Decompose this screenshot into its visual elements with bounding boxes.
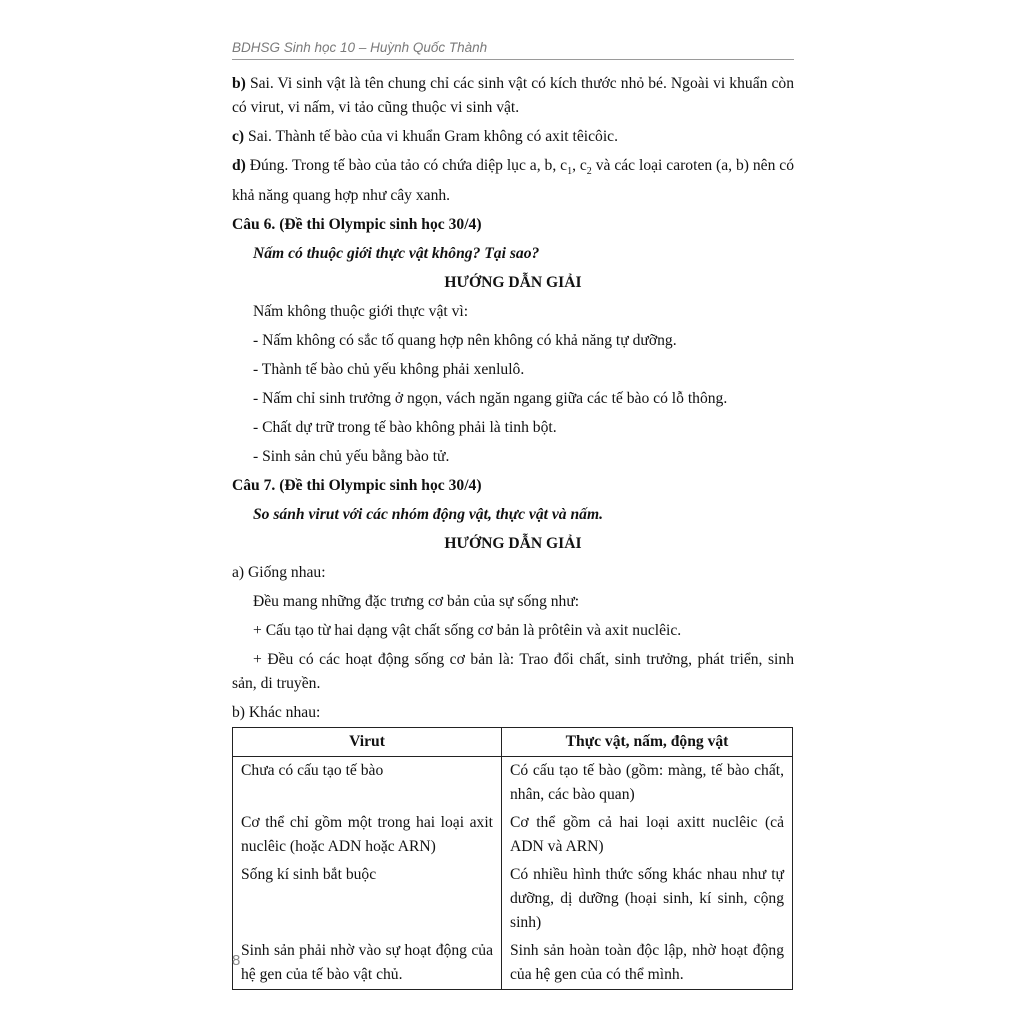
subscript-1: 1 (567, 166, 573, 178)
table-header-row (233, 728, 793, 757)
similar-point-2: + Đều có các hoạt động sống cơ bản là: Trao đổi chất, sinh trưởng, phát triển, sinh sản, di truyền. (232, 651, 794, 693)
document-page (232, 40, 794, 990)
table-cell-virus: Sinh sản phải nhờ vào sự hoạt động của hệ gen của tế bào vật chủ. (233, 937, 502, 990)
answer-b-label: b) (232, 75, 246, 92)
question-7-text: So sánh virut với các nhóm động vật, thực vật và nấm. (253, 506, 603, 524)
page-number: 8 (232, 952, 241, 969)
question-6-guide-title: HƯỚNG DẪN GIẢI (444, 274, 582, 292)
question-7-guide-title: HƯỚNG DẪN GIẢI (444, 535, 582, 553)
similar-intro: Đều mang những đặc trưng cơ bản của sự sống như: (253, 593, 580, 611)
subscript-2: 2 (586, 166, 592, 178)
table-row (233, 937, 793, 990)
table-row (233, 809, 793, 861)
question-6-point: - Sinh sản chủ yếu bằng bào tử. (253, 448, 450, 466)
question-6-heading: Câu 6. (Đề thi Olympic sinh học 30/4) (232, 216, 482, 234)
table-row (233, 757, 793, 810)
answer-d-text-1: Đúng. Trong tế bào của tảo có chứa diệp lục a, b, c (245, 157, 568, 174)
answer-d (232, 154, 794, 208)
different-label: b) Khác nhau: (232, 704, 321, 722)
question-6-point: - Nấm không có sắc tố quang hợp nên không có khả năng tự dưỡng. (253, 332, 677, 350)
table-cell-virus: Sống kí sinh bắt buộc (233, 861, 502, 937)
answer-c (232, 125, 794, 149)
question-6-text: Nấm có thuộc giới thực vật không? Tại sao? (253, 245, 540, 263)
table-row (233, 861, 793, 937)
answer-c-text: Sai. Thành tế bào của vi khuẩn Gram không có axit têicôic. (244, 128, 618, 145)
table-header-others: Thực vật, nấm, động vật (502, 728, 793, 757)
answer-b-text: Sai. Vi sinh vật là tên chung chỉ các sinh vật có kích thước nhỏ bé. Ngoài vi khuẩn còn có virut, vi nấm, vi tảo cũng thuộc vi sinh vật. (232, 75, 794, 116)
table-header-virus: Virut (233, 728, 502, 757)
answer-c-label: c) (232, 128, 245, 145)
question-6-point: - Thành tế bào chủ yếu không phải xenlulô. (253, 361, 525, 379)
table-cell-virus: Cơ thể chỉ gồm một trong hai loại axit nuclêic (hoặc ADN hoặc ARN) (233, 809, 502, 861)
table-cell-others: Sinh sản hoàn toàn độc lập, nhờ hoạt động của hệ gen của có thể mình. (502, 937, 793, 990)
table-cell-others: Có cấu tạo tế bào (gồm: màng, tế bào chất, nhân, các bào quan) (502, 757, 793, 810)
answer-b (232, 72, 794, 120)
similar-point-1: + Cấu tạo từ hai dạng vật chất sống cơ bản là prôtêin và axit nuclêic. (253, 622, 682, 640)
table-cell-others: Có nhiều hình thức sống khác nhau như tự dưỡng, dị dưỡng (hoại sinh, kí sinh, cộng sinh) (502, 861, 793, 937)
table-cell-others: Cơ thể gồm cả hai loại axitt nuclêic (cả ADN và ARN) (502, 809, 793, 861)
question-6-point: - Nấm chỉ sinh trưởng ở ngọn, vách ngăn ngang giữa các tế bào có lỗ thông. (253, 390, 728, 408)
question-6-point: - Chất dự trữ trong tế bào không phải là tinh bột. (253, 419, 557, 437)
question-6-intro: Nấm không thuộc giới thực vật vì: (253, 303, 469, 321)
answer-d-text-3: và các loại caroten (a, b) nên có khả năng quang hợp như cây xanh. (232, 157, 795, 205)
similar-label: a) Giống nhau: (232, 564, 326, 582)
question-7-heading: Câu 7. (Đề thi Olympic sinh học 30/4) (232, 477, 482, 495)
answer-d-text-2: , c (572, 157, 587, 174)
answer-d-label: d) (232, 157, 246, 174)
table-cell-virus: Chưa có cấu tạo tế bào (233, 757, 502, 810)
comparison-table (232, 727, 793, 990)
running-header: BDHSG Sinh học 10 – Huỳnh Quốc Thành (232, 40, 794, 60)
